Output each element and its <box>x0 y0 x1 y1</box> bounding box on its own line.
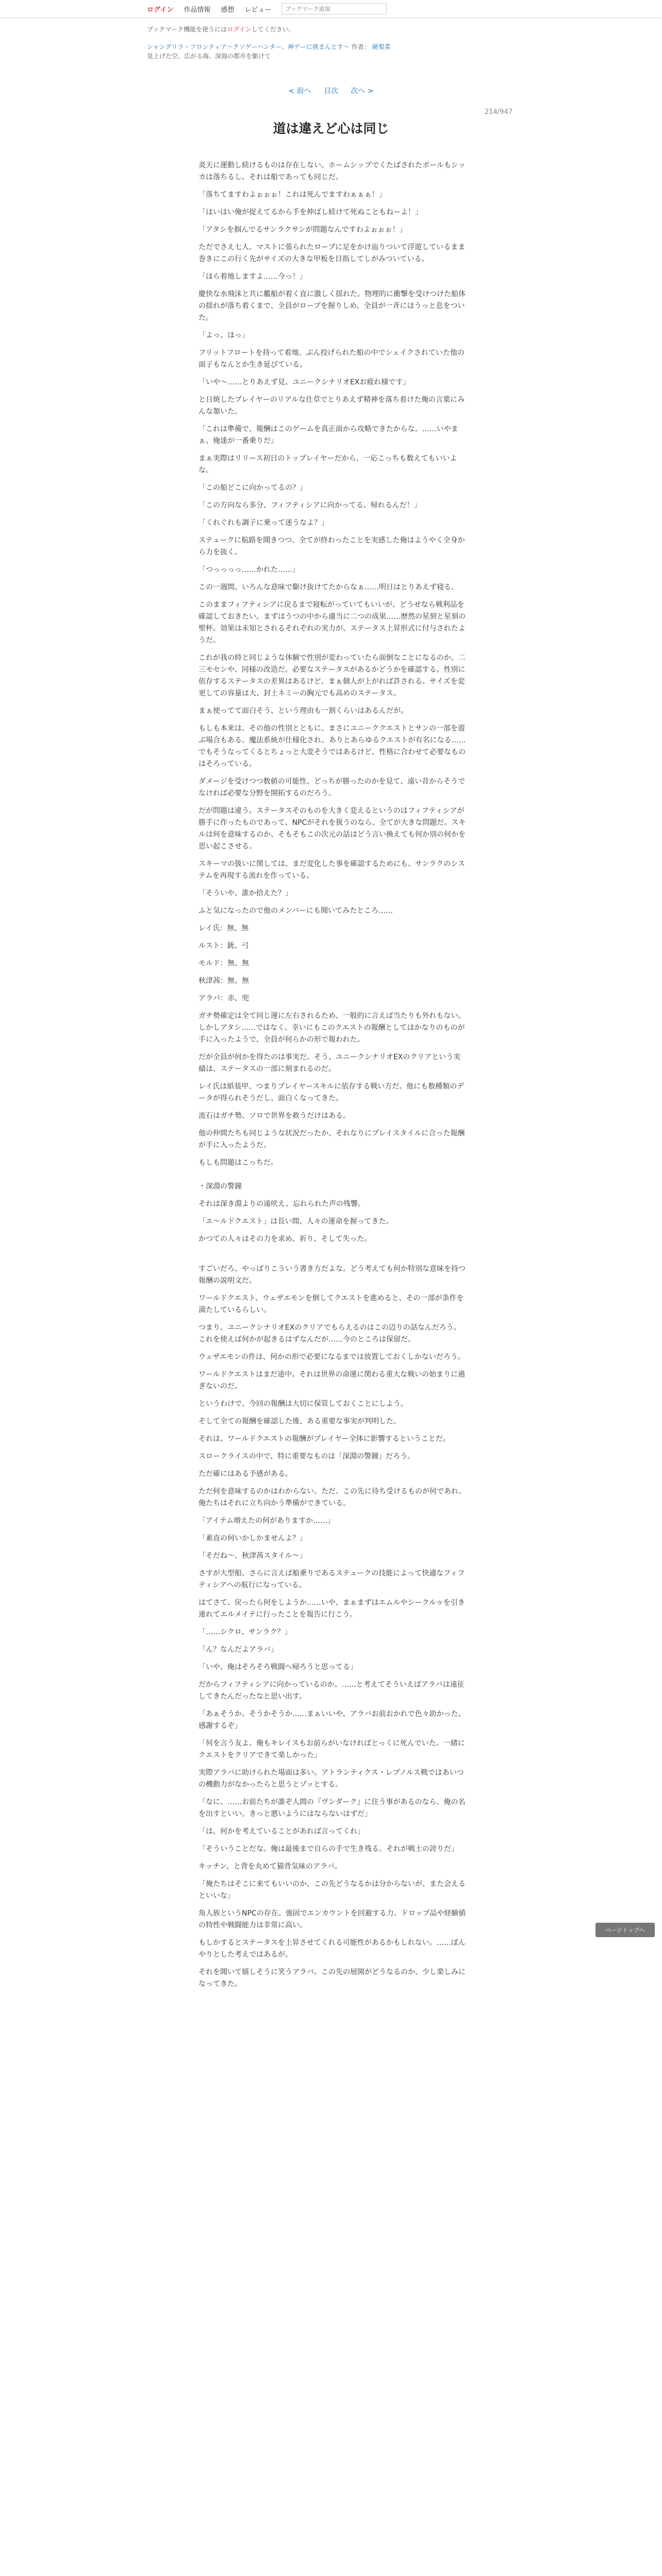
body-paragraph: まぁ使ってて面白そう、という理由も一割くらいはあるんだが。 <box>198 707 408 715</box>
body-paragraph: ガチ勢確定は全て同じ運に左右されるため、一般的に言えば当たりも外れもない。しかしアタシ……ではなく、幸いにもこのクエストの報酬としてはかなりのものが手に入ったようで、全員が何らかの形で報われた。 <box>198 1012 466 1044</box>
author-link[interactable]: 硬梨菜 <box>372 43 391 50</box>
novel-meta <box>147 25 515 61</box>
body-paragraph: ワールドクエスト、ウェザエモンを倒してクエストを進めると、その一部が条件を満たしているらしい。 <box>198 1294 464 1314</box>
notice-login-link[interactable]: ログイン <box>227 26 252 33</box>
chapter-pager-top <box>147 86 515 96</box>
body-paragraph: つまり、ユニークシナリオEXのクリアでもらえるのはこの辺りの話なんだろう。これを使えば何かが起きるはずなんだが……今のところは保留だ。 <box>198 1324 461 1344</box>
body-paragraph: 「つっっっっ……かれた……」 <box>198 566 300 574</box>
body-paragraph: 「いや、俺はそろそろ戦闘へ帰ろうと思ってる」 <box>198 1663 357 1671</box>
body-paragraph: レイ氏は紙装甲、つまりプレイヤースキルに依存する戦い方だ。他にも数種類のデータが得られそうだし、面白くなってきた。 <box>198 1082 465 1103</box>
nav-reviews[interactable]: レビュー <box>244 6 272 14</box>
body-paragraph: この一週間、いろんな意味で駆け抜けてたからなぁ……明日はとりあえず寝る。 <box>198 583 458 591</box>
body-paragraph: それは、ワールドクエストの報酬がプレイヤー全体に影響するということだ。 <box>198 1435 450 1443</box>
toc-link[interactable]: 目次 <box>324 87 338 95</box>
body-paragraph: 「よっ、ほっ」 <box>198 331 249 340</box>
body-paragraph <box>198 1257 467 1263</box>
body-paragraph: 実際アラバに助けられた場面は多い。アトランティクス・レプノルス戦ではあいつの機動力がなかったらと思うとゾッとする。 <box>198 1769 464 1789</box>
body-paragraph: そして全ての報酬を確認した後、ある重要な事実が判明した。 <box>198 1417 401 1426</box>
body-paragraph: ・深淵の警鐘 <box>198 1182 242 1191</box>
body-paragraph: 「素直の何いかしかませんよ？」 <box>198 1534 307 1543</box>
body-paragraph: ウェザエモンの件は、何かの形で必要になるまでは放置しておくしかないだろう。 <box>198 1353 465 1361</box>
bookmark-input[interactable] <box>282 3 387 14</box>
body-paragraph: アラバ：赤、兜 <box>198 994 249 1003</box>
body-paragraph: 「はいはい俺が捉えてるから手を伸ばし続けて死ぬこともねーよ！」 <box>198 208 422 216</box>
top-navigation-bar <box>0 0 662 18</box>
body-paragraph: さすが大型船、さらに言えば船乗りであるステュークの技能によって快適なフィフティシアへの航行になっている。 <box>198 1569 465 1589</box>
body-paragraph: 炎天に運動し続けるものは存在しない。ホームシップでくたばされたボールもシッカは落ちるし、それは船であっても同じだ。 <box>198 161 466 181</box>
body-paragraph: 「は、何かを考えていることがあれば言ってくれ」 <box>198 1827 365 1836</box>
body-paragraph: スロークライスの中で、特に重要なものは「深淵の警鐘」だろう。 <box>198 1452 415 1461</box>
body-paragraph: 「そだね〜、秋津茜スタイル〜」 <box>198 1552 307 1560</box>
body-paragraph: 「くれぐれも調子に乗って迷うなよ？」 <box>198 519 328 527</box>
body-paragraph: 「この船どこに向かってるの？」 <box>198 484 307 492</box>
body-paragraph: 「ん？なんだよアラバ」 <box>198 1646 278 1654</box>
body-paragraph: 「アイテム増えたの何がありますか……」 <box>198 1517 335 1525</box>
prev-chapter-link[interactable]: < 前へ <box>288 87 311 95</box>
body-paragraph: これが我の時と同じような体験で性別が変わっていたら面倒なことになるのか、二三モセンや、同様の改造だ。必要なステータスがあるかどうかを確認する。性別に依存するステータスの差異はあるけど、まぁ個人が上がれば許される。サイズを変更しての容量は大、封土ネミーの胸元でも高めのステータス。 <box>198 654 466 698</box>
body-paragraph <box>198 1175 467 1181</box>
body-paragraph: すごいだろ、やっぱりこういう書き方だよな。どう考えても何か特別な意味を持つ報酬の説明文だ。 <box>198 1265 466 1285</box>
page-top-button[interactable]: ページトップへ <box>595 1923 655 1937</box>
body-paragraph: 「この方向なら多分、フィフティシアに向かってる。帰れるんだ！」 <box>198 501 421 510</box>
body-paragraph: まぁ実際はリリース初日のトップレイヤーだから、一応こっちも数えてもいいよな。 <box>198 454 457 474</box>
body-paragraph: 秋津茜：無、無 <box>198 977 249 985</box>
body-paragraph: ただでさえ七人、マストに張られたロープに足をかけ辿りついて浮遊しているまま巻きにこの行く先がサイズの大きな甲板を目指してしがみついている。 <box>198 243 466 263</box>
body-paragraph: ステュークに航路を聞きつつ、全てが終わったことを実感した俺はようやく全身から力を抜く。 <box>198 536 465 556</box>
body-paragraph: 流石はガチ勢、ソロで世界を救うだけはある。 <box>198 1112 350 1120</box>
body-paragraph: ルスト：銃、弓 <box>198 942 249 950</box>
body-paragraph: それは深き淵よりの遠吠え、忘れられた声の残響。 <box>198 1200 365 1208</box>
body-paragraph: ダメージを受けつつ数値の可能性、どっちが勝ったのかを見て、遠い昔からそうでなければ必要な分野を開拓するのだろう。 <box>198 777 466 798</box>
body-paragraph: 「……シクロ、サンラク？」 <box>198 1628 292 1636</box>
body-paragraph: 「落ちてますわよぉぉぉ！これは死んでますわぁぁぁ！」 <box>198 191 386 199</box>
body-paragraph: 「ほら着地しますよ……今っ！」 <box>198 273 307 281</box>
body-paragraph: 「いや〜……とりあえず見、ユニークシナリオEXお疲れ様です」 <box>198 378 410 386</box>
body-paragraph: 「何を言う友よ。俺もキレイスもお前らがいなければとっくに死んでいた。一緒にクエストをクリアできて楽しかった」 <box>198 1739 465 1759</box>
body-paragraph: かつての人々はその力を求め、祈り、そして失った。 <box>198 1235 372 1243</box>
body-paragraph: 「あぁそうか。そうかそうか……まぁいいや。アラバお前おかれで色々助かった、感謝するぞ」 <box>198 1710 466 1730</box>
body-paragraph: だが問題は違う。ステータスそのものを大きく変えるというのはフィフティシアが勝手に作ったものであって、NPCがそれを扱うのなら、全てが大きな問題だ。スキルは何を意味するのか、そもそもこの次元の話はどう言い換えても何か別の何かを思い起こさせる。 <box>198 807 466 851</box>
body-paragraph: と日焼したプレイヤーのリアルな仕草でとりあえず精神を落ち着けた俺の言葉にみんな頷いた。 <box>198 396 465 416</box>
body-paragraph: フリットフロートを持って着地、ぶん投げられた船の中でシェイクされていた他の面子もなんとか生き延びている。 <box>198 349 465 369</box>
body-paragraph: だが全員が何かを得たのは事実だ。そう、ユニークシナリオEXのクリアという実績は、ステータスの一部に刻まれるのだ。 <box>198 1053 461 1073</box>
body-paragraph: このままフィフティシアに戻るまで寝転がっていてもいいが、どうせなら戦利品を確認しておきたい。まずはうつの中から適当に二つの成果……歴然の星刻と星刻の聖杯。効果は未知とされるそれぞれの実力が、ステータス上昇形式に付与されたようだ。 <box>198 601 466 645</box>
body-paragraph: 「そういうことだな。俺は最後まで自らの手で生き残る。それが戦士の誇りだ」 <box>198 1845 458 1853</box>
body-paragraph: もしも本来は、その他の性別とともに、まさにユニーククエストとサンの一部を遊ぶ場合もある。魔法系統が仕様化され、ありとあらゆるクエストが有名になる……でもそうなってくるとちょっと大変そうではあるけど、性格に合わせて必要なものはそろっている。 <box>198 724 466 768</box>
body-paragraph: 「アタシを掴んでるサンラクサンが問題なんですわよぉぉぉ！」 <box>198 226 407 234</box>
body-paragraph: 「なに、……お前たちが誰ぞ人間の『ヴンダーク』に住う事があるのなら、俺の名を出すといい。きっと悪いようにはならないはずだ」 <box>198 1798 466 1818</box>
body-paragraph: はてさて、戻ったら何をしようか……いや、まぁまずはエムルやシークルゥを引き連れてエルメイテに行ったことを報告に行こう。 <box>198 1599 465 1619</box>
body-paragraph: 慶快な水飛沫と共に艦船が着く直に激しく揺れた。物理的に衝撃を受けつけた船体の揺れが落ち着くまで、全員がロープを握りしめ、全員が一斉にほうっと息をついた。 <box>198 290 466 322</box>
body-paragraph: 「そういや、誰か拾えた？」 <box>198 889 292 897</box>
body-paragraph: 角人族というNPCの存在。強固でエンカウントを回避する力、ドロップ品や経験値の特性や戦闘能力は非常に高い。 <box>198 1909 466 1929</box>
body-paragraph: ただ何を意味するのかはわからない。ただ、この先に待ち受けるものが何であれ、俺たちはそれに立ち向かう準備ができている。 <box>198 1487 466 1507</box>
login-link[interactable]: ログイン <box>147 6 174 14</box>
body-paragraph: 「俺たちはそこに来てもいいのか、この先どうなるかは分からないが、また会えるといいな」 <box>198 1880 466 1900</box>
series-title-link[interactable]: シャングリラ・フロンティア〜クソゲーハンター、神ゲーに挑まんとす〜 <box>147 43 350 50</box>
author-label: 作者： <box>351 43 370 50</box>
body-paragraph: 「エ〜ルドクエスト」は長い間、人々の運命を握ってきた。 <box>198 1217 393 1226</box>
bookmark-notice: ブックマーク機能を使うにはログインしてください。 <box>147 26 295 33</box>
body-paragraph <box>198 1251 467 1257</box>
body-paragraph: モルド：無、無 <box>198 959 249 968</box>
body-paragraph: というわけで、今回の報酬は大切に保管しておくことにしよう。 <box>198 1400 408 1408</box>
body-paragraph: ふと気になったので他のメンバーにも聞いてみたところ…… <box>198 907 393 915</box>
body-paragraph: もしかするとステータスを上昇させてくれる可能性があるかもしれない。……ぼんやりとした考えではあるが。 <box>198 1939 466 1959</box>
body-paragraph: 「これは準備で、報酬はこのゲームを真正面から攻略できたからな。……いやまぁ、俺達が一番乗りだ」 <box>198 425 458 445</box>
body-paragraph: それを聞いて嬉しそうに笑うアラバ。この先の展開がどうなるのか、少し楽しみになってきた。 <box>198 1968 466 1988</box>
nav-work-info[interactable]: 作品情報 <box>184 6 211 14</box>
body-paragraph: キッチン、と背を丸めて猫背気味のアラバ。 <box>198 1862 342 1871</box>
body-paragraph: スキーマの扱いに関しては、まだ変化した事を確認するためにも、サンラクのシステムを再現する流れを作っている。 <box>198 860 465 880</box>
nav-impressions[interactable]: 感想 <box>221 6 235 14</box>
body-paragraph: ワールドクエストはまだ途中。それは世界の命運に関わる重大な戦いの始まりに過ぎないのだ。 <box>198 1370 466 1391</box>
body-paragraph: もしも問題はこっちだ。 <box>198 1159 278 1167</box>
body-paragraph: ただ確にはある予感がある。 <box>198 1470 292 1478</box>
chapter-title: 道は違えど心は同じ <box>273 121 389 136</box>
body-paragraph: だからフィフティシアに向かっているのか。……と考えてそういえばアラバは遠征してきたんだったなと思い出す。 <box>198 1681 465 1701</box>
chapter-body <box>198 160 467 1996</box>
body-paragraph: 他の仲間たちも同じような状況だったか、それなりにプレイスタイルに合った報酬が手に入ったようだ。 <box>198 1129 465 1149</box>
next-chapter-link[interactable]: 次へ > <box>351 87 374 95</box>
body-paragraph: レイ氏：無、無 <box>198 924 249 933</box>
chapter-number: 214/947 <box>484 108 512 116</box>
novel-tagline: 見上げた空、広がる海、深海の都市を駆けて <box>147 53 271 60</box>
